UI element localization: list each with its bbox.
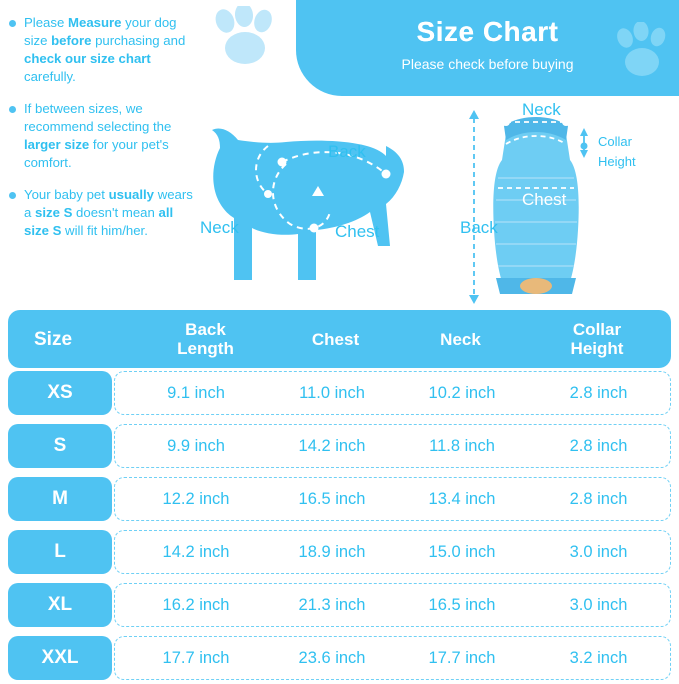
dog-silhouette-icon — [190, 100, 450, 305]
column-header-collar-line1: Collar — [572, 320, 622, 339]
cell-collar-height: 3.0 inch — [569, 542, 628, 561]
cell-neck: 11.8 inch — [429, 436, 495, 455]
instruction-item — [8, 14, 198, 86]
column-header-size: Size — [34, 328, 73, 350]
cell-neck: 17.7 inch — [428, 648, 496, 667]
size-table — [8, 310, 671, 684]
cell-chest: 21.3 inch — [298, 595, 366, 614]
label-jacket-back: Back — [460, 218, 498, 237]
label-chest: Chest — [335, 222, 380, 241]
page-title: Size Chart — [416, 16, 559, 47]
cell-collar-height: 2.8 inch — [569, 383, 628, 402]
table-row — [8, 581, 671, 633]
column-header-collar-height — [523, 310, 671, 368]
size-badge: XS — [8, 371, 112, 415]
table-header-row — [8, 310, 671, 368]
size-badge: L — [8, 530, 112, 574]
label-back: Back — [328, 142, 366, 161]
instruction-item — [8, 100, 198, 172]
dog-measurement-diagram — [190, 100, 450, 305]
cell-neck: 15.0 inch — [428, 542, 496, 561]
table-row — [8, 528, 671, 580]
page-subtitle: Please check before buying — [401, 56, 574, 72]
cell-chest: 11.0 inch — [299, 383, 365, 402]
bullet-dot-icon — [9, 20, 16, 27]
cell-chest: 14.2 inch — [298, 436, 366, 455]
cell-collar-height: 3.2 inch — [569, 648, 628, 667]
instructions-list — [8, 14, 198, 254]
paw-print-icon — [212, 6, 278, 68]
bullet-dot-icon — [9, 192, 16, 199]
column-header-back-line1: Back — [185, 320, 226, 339]
label-neck: Neck — [200, 218, 239, 237]
size-badge: S — [8, 424, 112, 468]
cell-back-length: 14.2 inch — [162, 542, 230, 561]
size-badge: XXL — [8, 636, 112, 680]
cell-back-length: 12.2 inch — [162, 489, 230, 508]
column-header-neck: Neck — [440, 329, 481, 349]
cell-back-length: 9.1 inch — [167, 383, 225, 402]
table-row — [8, 422, 671, 474]
header-banner — [296, 0, 679, 96]
column-header-back-length — [138, 310, 273, 368]
table-row — [8, 369, 671, 421]
column-header-chest: Chest — [311, 329, 360, 349]
cell-back-length: 16.2 inch — [162, 595, 230, 614]
jacket-measurement-diagram — [460, 100, 670, 310]
cell-collar-height: 3.0 inch — [569, 595, 628, 614]
instruction-text: Your baby pet usually wears a size S doesn't mean all size S will fit him/her. — [24, 187, 193, 238]
cell-collar-height: 2.8 inch — [569, 489, 628, 508]
cell-back-length: 17.7 inch — [162, 648, 230, 667]
column-header-collar-line2: Height — [570, 339, 624, 358]
label-jacket-chest: Chest — [522, 190, 567, 209]
instruction-item — [8, 186, 198, 240]
cell-back-length: 9.9 inch — [167, 436, 225, 455]
cell-chest: 16.5 inch — [298, 489, 366, 508]
size-badge: XL — [8, 583, 112, 627]
cell-neck: 10.2 inch — [428, 383, 496, 402]
label-jacket-collar: Collar — [598, 134, 632, 149]
cell-collar-height: 2.8 inch — [569, 436, 628, 455]
label-jacket-neck: Neck — [522, 100, 561, 119]
table-row — [8, 634, 671, 684]
size-badge: M — [8, 477, 112, 521]
instruction-text: Please Measure your dog size before purchasing and check our size chart carefully. — [24, 15, 186, 84]
bullet-dot-icon — [9, 106, 16, 113]
label-jacket-height: Height — [598, 154, 636, 169]
cell-chest: 23.6 inch — [298, 648, 366, 667]
table-row — [8, 475, 671, 527]
cell-neck: 13.4 inch — [428, 489, 496, 508]
column-header-back-line2: Length — [177, 339, 234, 358]
instruction-text: If between sizes, we recommend selecting the larger size for your pet's comfort. — [24, 101, 172, 170]
cell-chest: 18.9 inch — [298, 542, 366, 561]
cell-neck: 16.5 inch — [428, 595, 496, 614]
